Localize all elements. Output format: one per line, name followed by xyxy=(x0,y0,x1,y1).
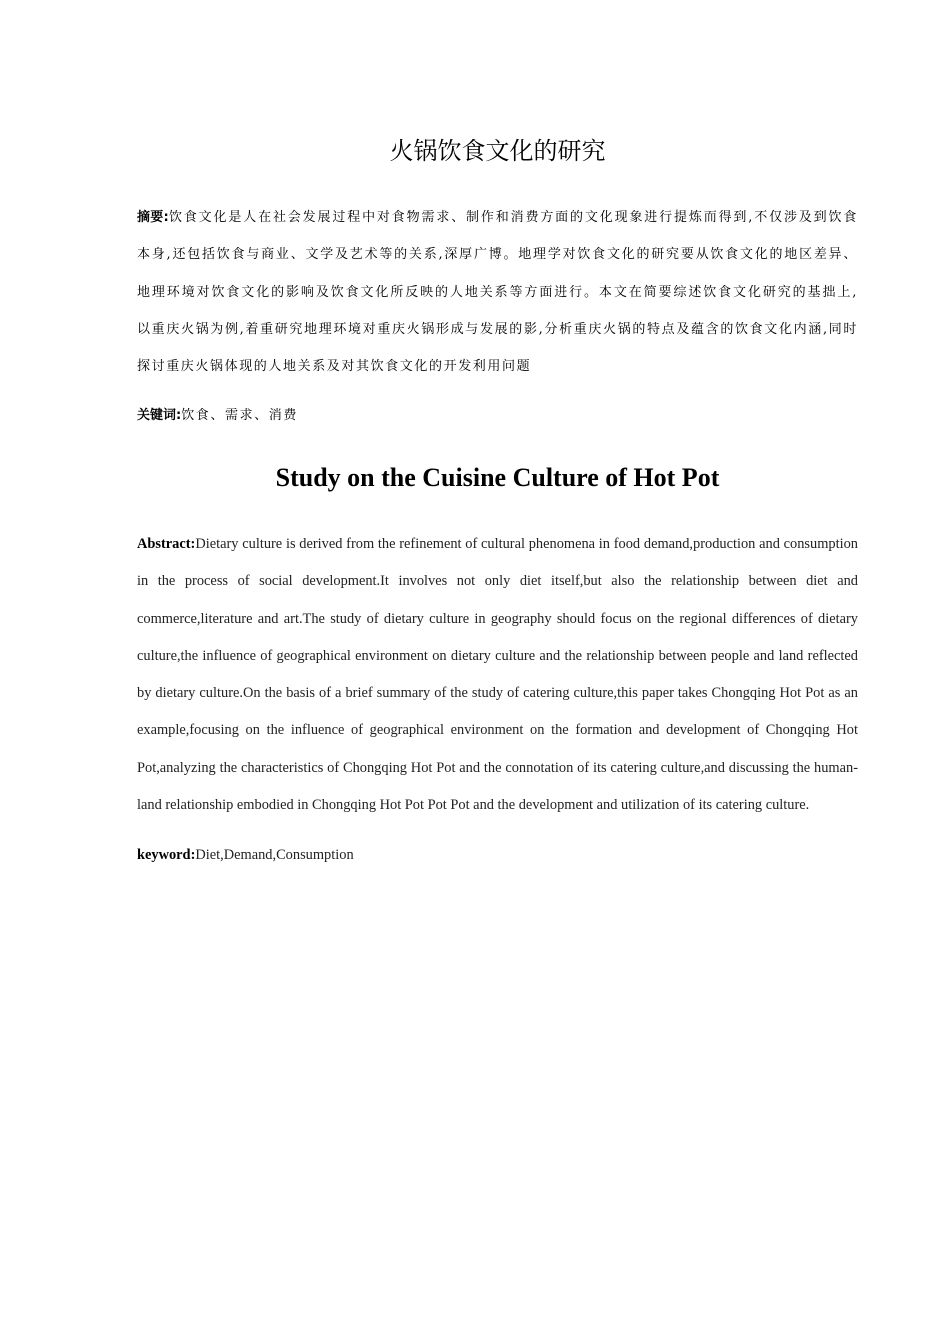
english-keywords xyxy=(137,837,858,873)
chinese-keywords-label: 关键词: xyxy=(137,408,182,423)
chinese-keywords-text: 饮食、需求、消费 xyxy=(181,408,299,423)
chinese-title: 火锅饮食文化的研究 xyxy=(389,137,606,165)
english-title: Study on the Cuisine Culture of Hot Pot xyxy=(275,463,720,492)
chinese-keywords xyxy=(137,398,858,434)
chinese-abstract-text: 饮食文化是人在社会发展过程中对食物需求、制作和消费方面的文化现象进行提炼而得到,不仅涉及到饮食本身,还包括饮食与商业、文学及艺术等的关系,深厚广博。地理学对饮食文化的研究要从饮食文化的地区差异、地理环境对饮食文化的影响及饮食文化所反映的人地关系等方面进行。本文在简要综述饮食文化研究的基拙上,以重庆火锅为例,着重研究地理环境对重庆火锅形成与发展的影,分析重庆火锅的特点及蕴含的饮食文化内涵,同时探讨重庆火锅体现的人地关系及对其饮食文化的开发利用问题 xyxy=(137,210,858,375)
chinese-abstract xyxy=(137,199,858,385)
english-keywords-label: keyword: xyxy=(137,847,196,863)
english-abstract-text: Dietary culture is derived from the refinement of cultural phenomena in food demand,production and consumption in the process of social development.It involves not only diet itself,but also the relationship between diet and commerce,literature and art.The study of dietary culture in geography should focus on the regional differences of dietary culture,the influence of geographical environment on dietary culture and the relationship between people and land reflected by dietary culture.On the basis of a brief summary of the study of catering culture,this paper takes Chongqing Hot Pot as an example,focusing on the influence of geographical environment on the formation and development of Chongqing Hot Pot,analyzing the characteristics of Chongqing Hot Pot and the connotation of its catering culture,and discussing the human-land relationship embodied in Chongqing Hot Pot Pot Pot and the development and utilization of its catering culture. xyxy=(137,536,858,814)
english-abstract-label: Abstract: xyxy=(137,536,196,552)
english-abstract xyxy=(137,526,858,824)
english-keywords-text: Diet,Demand,Consumption xyxy=(195,847,354,863)
chinese-abstract-label: 摘要: xyxy=(137,210,169,225)
